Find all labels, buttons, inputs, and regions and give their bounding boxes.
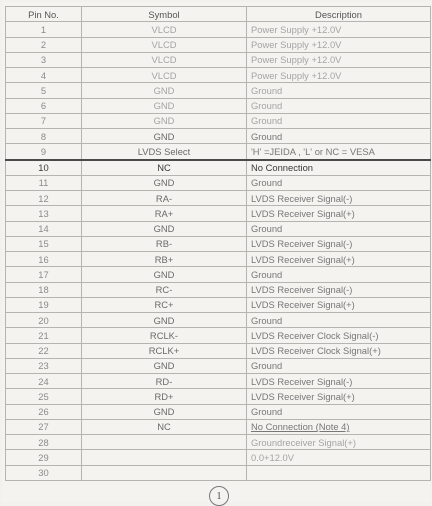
table-row bbox=[6, 98, 431, 113]
pin-number-cell: 25 bbox=[6, 389, 82, 404]
description-text: LVDS Receiver Signal(+) bbox=[251, 207, 355, 219]
table-row bbox=[6, 313, 431, 328]
pin-number-cell: 23 bbox=[6, 358, 82, 373]
description-text: No Connection (Note 4) bbox=[251, 421, 350, 433]
description-text: LVDS Receiver Signal(+) bbox=[251, 253, 355, 265]
table-row bbox=[6, 68, 431, 83]
description-cell bbox=[247, 282, 431, 297]
description-cell bbox=[247, 252, 431, 267]
table-row bbox=[6, 83, 431, 98]
pin-number-cell: 4 bbox=[6, 68, 82, 83]
table-row bbox=[6, 22, 431, 37]
symbol-cell: NC bbox=[82, 419, 247, 434]
description-cell bbox=[247, 160, 431, 176]
symbol-cell: LVDS Select bbox=[82, 144, 247, 160]
description-text: LVDS Receiver Signal(-) bbox=[251, 192, 353, 204]
description-cell bbox=[247, 206, 431, 221]
description-cell bbox=[247, 236, 431, 251]
description-cell bbox=[247, 328, 431, 343]
description-text: Ground bbox=[251, 223, 283, 235]
table-row bbox=[6, 282, 431, 297]
description-text: Power Supply +12.0V bbox=[251, 54, 342, 66]
pin-number-cell: 24 bbox=[6, 374, 82, 389]
pin-number-cell: 15 bbox=[6, 236, 82, 251]
pin-assignment-table bbox=[5, 6, 431, 481]
description-cell bbox=[247, 343, 431, 358]
description-text: 0.0+12.0V bbox=[251, 451, 295, 463]
pin-number-cell: 10 bbox=[6, 160, 82, 176]
symbol-cell: RCLK- bbox=[82, 328, 247, 343]
pin-number-cell: 9 bbox=[6, 144, 82, 160]
description-cell bbox=[247, 68, 431, 83]
table-row bbox=[6, 129, 431, 144]
description-cell bbox=[247, 465, 431, 480]
symbol-cell: GND bbox=[82, 221, 247, 236]
description-text: LVDS Receiver Clock Signal(+) bbox=[251, 345, 381, 357]
description-text: Ground bbox=[251, 360, 283, 372]
page-number: 1 bbox=[209, 486, 229, 506]
pin-number-cell: 1 bbox=[6, 22, 82, 37]
description-cell bbox=[247, 144, 431, 160]
table-row bbox=[6, 221, 431, 236]
pin-number-cell: 12 bbox=[6, 191, 82, 206]
description-text: Ground bbox=[251, 115, 283, 127]
pin-number-cell: 3 bbox=[6, 52, 82, 67]
description-text: Ground bbox=[251, 100, 283, 112]
description-cell bbox=[247, 267, 431, 282]
description-text: LVDS Receiver Signal(-) bbox=[251, 375, 353, 387]
symbol-cell: RC+ bbox=[82, 297, 247, 312]
description-text: Power Supply +12.0V bbox=[251, 39, 342, 51]
symbol-cell: VLCD bbox=[82, 37, 247, 52]
symbol-cell: RC- bbox=[82, 282, 247, 297]
description-text: LVDS Receiver Clock Signal(-) bbox=[251, 329, 379, 341]
table-row bbox=[6, 252, 431, 267]
symbol-cell bbox=[82, 465, 247, 480]
description-cell bbox=[247, 389, 431, 404]
description-text: 'H' =JEIDA , 'L' or NC = VESA bbox=[251, 145, 375, 157]
description-cell bbox=[247, 419, 431, 434]
pin-number-cell: 18 bbox=[6, 282, 82, 297]
description-text: LVDS Receiver Signal(+) bbox=[251, 390, 355, 402]
symbol-cell: VLCD bbox=[82, 68, 247, 83]
symbol-cell: GND bbox=[82, 313, 247, 328]
pin-number-cell: 13 bbox=[6, 206, 82, 221]
description-cell bbox=[247, 22, 431, 37]
table-row bbox=[6, 267, 431, 282]
symbol-cell: RB+ bbox=[82, 252, 247, 267]
description-cell bbox=[247, 374, 431, 389]
description-text: Ground bbox=[251, 84, 283, 96]
symbol-cell: RA- bbox=[82, 191, 247, 206]
table-row bbox=[6, 160, 431, 176]
table-row bbox=[6, 206, 431, 221]
description-cell bbox=[247, 191, 431, 206]
description-cell bbox=[247, 52, 431, 67]
description-text: No Connection bbox=[251, 162, 314, 174]
description-cell bbox=[247, 435, 431, 450]
symbol-cell: GND bbox=[82, 267, 247, 282]
symbol-cell: RA+ bbox=[82, 206, 247, 221]
table-row bbox=[6, 113, 431, 128]
description-cell bbox=[247, 297, 431, 312]
description-text: Ground bbox=[251, 314, 283, 326]
description-cell bbox=[247, 450, 431, 465]
pin-number-cell: 6 bbox=[6, 98, 82, 113]
pin-number-cell: 26 bbox=[6, 404, 82, 419]
pin-number-cell: 27 bbox=[6, 419, 82, 434]
symbol-cell: GND bbox=[82, 129, 247, 144]
table-row bbox=[6, 419, 431, 434]
pin-number-cell: 28 bbox=[6, 435, 82, 450]
description-cell bbox=[247, 175, 431, 190]
description-text: Ground bbox=[251, 406, 283, 418]
description-text: LVDS Receiver Signal(-) bbox=[251, 238, 353, 250]
table-row bbox=[6, 358, 431, 373]
symbol-cell: RD+ bbox=[82, 389, 247, 404]
pin-number-cell: 2 bbox=[6, 37, 82, 52]
symbol-cell: RD- bbox=[82, 374, 247, 389]
description-cell bbox=[247, 98, 431, 113]
table-row bbox=[6, 236, 431, 251]
description-cell bbox=[247, 83, 431, 98]
pin-number-cell: 20 bbox=[6, 313, 82, 328]
symbol-cell: GND bbox=[82, 404, 247, 419]
table-row bbox=[6, 389, 431, 404]
symbol-cell: RB- bbox=[82, 236, 247, 251]
datasheet-page bbox=[2, 2, 430, 502]
table-row bbox=[6, 435, 431, 450]
description-cell bbox=[247, 221, 431, 236]
symbol-cell: VLCD bbox=[82, 52, 247, 67]
description-cell bbox=[247, 129, 431, 144]
table-row bbox=[6, 404, 431, 419]
pin-number-cell: 21 bbox=[6, 328, 82, 343]
symbol-cell: GND bbox=[82, 98, 247, 113]
symbol-cell: GND bbox=[82, 358, 247, 373]
pin-number-cell: 17 bbox=[6, 267, 82, 282]
pin-number-cell: 30 bbox=[6, 465, 82, 480]
symbol-cell bbox=[82, 450, 247, 465]
table-row bbox=[6, 52, 431, 67]
symbol-cell: GND bbox=[82, 113, 247, 128]
pin-number-cell: 19 bbox=[6, 297, 82, 312]
table-row bbox=[6, 144, 431, 160]
pin-number-cell: 29 bbox=[6, 450, 82, 465]
description-cell bbox=[247, 313, 431, 328]
pin-number-cell: 14 bbox=[6, 221, 82, 236]
table-row bbox=[6, 374, 431, 389]
pin-number-cell: 11 bbox=[6, 175, 82, 190]
header-symbol: Symbol bbox=[82, 7, 247, 22]
table-header-row bbox=[6, 7, 431, 22]
table-row bbox=[6, 297, 431, 312]
table-row bbox=[6, 343, 431, 358]
table-row bbox=[6, 37, 431, 52]
description-cell bbox=[247, 358, 431, 373]
table-row bbox=[6, 328, 431, 343]
table-row bbox=[6, 450, 431, 465]
header-description: Description bbox=[247, 7, 431, 22]
symbol-cell bbox=[82, 435, 247, 450]
symbol-cell: GND bbox=[82, 83, 247, 98]
pin-number-cell: 7 bbox=[6, 113, 82, 128]
description-cell bbox=[247, 113, 431, 128]
symbol-cell: NC bbox=[82, 160, 247, 176]
symbol-cell: GND bbox=[82, 175, 247, 190]
symbol-cell: RCLK+ bbox=[82, 343, 247, 358]
symbol-cell: VLCD bbox=[82, 22, 247, 37]
description-text: LVDS Receiver Signal(-) bbox=[251, 284, 353, 296]
description-text: Ground bbox=[251, 177, 283, 189]
table-row bbox=[6, 465, 431, 480]
table-row bbox=[6, 175, 431, 190]
description-text: Ground bbox=[251, 130, 283, 142]
description-text: Groundreceiver Signal(+) bbox=[251, 436, 356, 448]
description-text: LVDS Receiver Signal(+) bbox=[251, 299, 355, 311]
description-cell bbox=[247, 37, 431, 52]
description-text: Power Supply +12.0V bbox=[251, 69, 342, 81]
pin-number-cell: 5 bbox=[6, 83, 82, 98]
pin-number-cell: 8 bbox=[6, 129, 82, 144]
header-pin-no: Pin No. bbox=[6, 7, 82, 22]
pin-number-cell: 22 bbox=[6, 343, 82, 358]
table-row bbox=[6, 191, 431, 206]
description-text: Ground bbox=[251, 268, 283, 280]
description-text: Power Supply +12.0V bbox=[251, 23, 342, 35]
pin-rows bbox=[6, 22, 431, 481]
description-cell bbox=[247, 404, 431, 419]
pin-number-cell: 16 bbox=[6, 252, 82, 267]
